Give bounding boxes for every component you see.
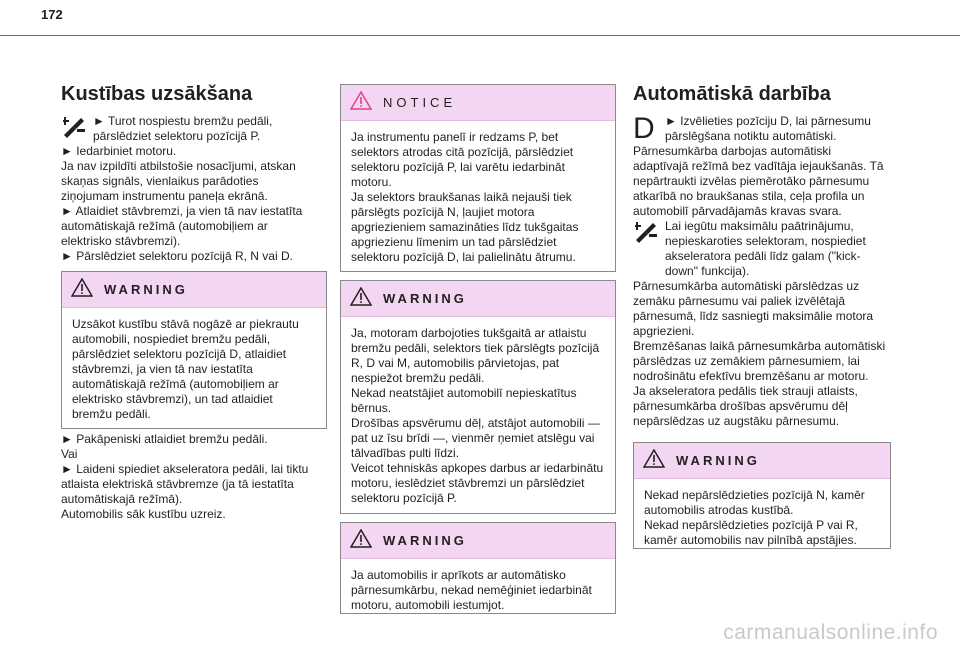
warning-box-push-start (340, 522, 616, 614)
notice-box (340, 84, 616, 272)
kickdown-instruction (633, 219, 887, 279)
warning-box-start (61, 271, 327, 429)
step-line: ► Pārslēdziet selektoru pozīcijā R, N vai D. (61, 249, 293, 263)
warning-title: WARNING (104, 282, 188, 297)
paragraph: Ja akseleratora pedālis tiek strauji atlaists, pārnesumkārba drošības apsvērumu dēļ nepārslēdzas uz augstāku pārnesumu. (633, 384, 858, 428)
warning-text: Uzsākot kustību stāvā nogāzē ar piekrautu automobili, nospiediet bremžu pedāli, pārslēdziet selektoru pozīcijā D, atlaidiet stāvbremzi, ja vien tā nav iestatīta automātiskajā režīmā (automobiļiem ar elektrisko stāvbremzi), un tad atlaidiet bremžu pedāli. (72, 317, 299, 421)
warning-header (341, 523, 615, 559)
warning-text: Ja automobilis ir aprīkots ar automātisko pārnesumkārbu, nekad nemēģiniet iedarbināt motoru, automobili iestumjot. (351, 568, 592, 612)
column-3 (633, 60, 887, 429)
step-line: ► Laideni spiediet akseleratora pedāli, lai tiktu atlaista elektriskā stāvbremze (ja tā iestatīta automātiskajā režīmā). (61, 462, 309, 506)
foot-pedal-icon (633, 220, 659, 244)
warning-box-automatic (633, 442, 891, 549)
column-1-after (61, 432, 315, 522)
warning-text: Nekad nepārslēdzieties pozīcijā N, kamēr automobilis atrodas kustībā. Nekad nepārslēdzieties pozīcijā P vai R, kamēr automobilis nav pilnībā apstājies. (644, 488, 865, 547)
warning-title: WARNING (383, 291, 467, 306)
paragraph: Pārnesumkārba darbojas automātiski adaptīvajā režīmā bez vadītāja iejaukšanās. Tā nepārtraukti izvēlas piemērotāko pārnesumu atkarībā no braukšanas stila, ceļa profila un automobilī pārvadājamās kravas svara. (633, 144, 884, 218)
step-line: ► Iedarbiniet motoru. (61, 144, 177, 158)
warning-text: Ja, motoram darbojoties tukšgaitā ar atlaistu bremžu pedāli, selektors tiek pārslēgts pozīcijā R, D vai M, automobilis pārvietojas, pat nespiežot bremžu pedāli. Nekad neatstājiet automobilī nepieskatītus bērnus. Drošības apsvērumu dēļ, atstājot automobili — pat uz īsu brīdi —, vienmēr ņemiet atslēgu vai tālvadības pulti līdzi. Veicot tehniskās apkopes darbus ar iedarbinātu motoru, ieslēdziet stāvbremzi un pārslēdziet selektoru pozīcijā P. (351, 326, 604, 505)
gear-d-icon: D (633, 112, 655, 145)
warning-triangle-icon (71, 278, 93, 302)
section-title-start: Kustības uzsākšana (61, 83, 253, 105)
warning-triangle-icon (643, 449, 665, 473)
warning-box-idle (340, 280, 616, 514)
d-instruction-text: ► Izvēlieties pozīciju D, lai pārnesumu pārslēgšana notiktu automātiski. (665, 114, 871, 143)
page-number: 172 (41, 7, 63, 22)
notice-title: NOTICE (383, 95, 457, 110)
paragraph: Pārnesumkārba automātiski pārslēdzas uz zemāku pārnesumu vai paliek izvēlētajā pārnesumā, līdz sasniegti maksimālie motora apgriezieni. (633, 279, 874, 338)
step-line: ► Pakāpeniski atlaidiet bremžu pedāli. (61, 432, 268, 446)
pedal-instruction (61, 114, 315, 144)
paragraph: Bremzēšanas laikā pārnesumkārba automātiski pārslēdzas uz zemākiem pārnesumiem, lai nodrošinātu efektīvu bremzēšanu ar motoru. (633, 339, 886, 383)
step-line: ► Atlaidiet stāvbremzi, ja vien tā nav iestatīta automātiskajā režīmā (automobiļiem ar elektrisko stāvbremzi). (61, 204, 303, 248)
step-line: Vai (61, 447, 78, 461)
foot-pedal-icon (61, 115, 87, 139)
notice-text: Ja instrumentu panelī ir redzams P, bet selektors atrodas citā pozīcijā, pārslēdziet selektoru pozīcijā P, lai varētu iedarbināt motoru. Ja selektors braukšanas laikā nejauši tiek pārslēgts pozīcijā N, ļaujiet motora apgriezieniem samazināties līdz tukšgaitas apgriezienu līmenim un tad pārslēdziet selektoru pozīcijā D, lai palielinātu ātrumu. (351, 130, 579, 264)
column-1 (61, 60, 315, 264)
watermark: carmanualsonline.info (723, 621, 938, 644)
header-rule (0, 35, 960, 36)
kickdown-text: Lai iegūtu maksimālu paātrinājumu, nepieskaroties selektoram, nospiediet akseleratora pedāli līdz galam ("kick-down" funkcija). (665, 219, 866, 278)
warning-title: WARNING (383, 533, 467, 548)
notice-header (341, 85, 615, 121)
warning-header (634, 443, 890, 479)
d-instruction (633, 114, 887, 144)
step-line: Ja nav izpildīti atbilstošie nosacījumi, atskan skaņas signāls, vienlaikus parādoties ziņojumam instrumentu paneļa ekrānā. (61, 159, 296, 203)
warning-header (341, 281, 615, 317)
pedal-instruction-text: ► Turot nospiestu bremžu pedāli, pārslēdziet selektoru pozīcijā P. (93, 114, 273, 143)
warning-triangle-icon (350, 529, 372, 553)
warning-header (62, 272, 326, 308)
notice-triangle-icon (350, 91, 372, 115)
step-line: Automobilis sāk kustību uzreiz. (61, 507, 226, 521)
section-title-automatic: Automātiskā darbība (633, 83, 831, 105)
warning-title: WARNING (676, 453, 760, 468)
warning-triangle-icon (350, 287, 372, 311)
